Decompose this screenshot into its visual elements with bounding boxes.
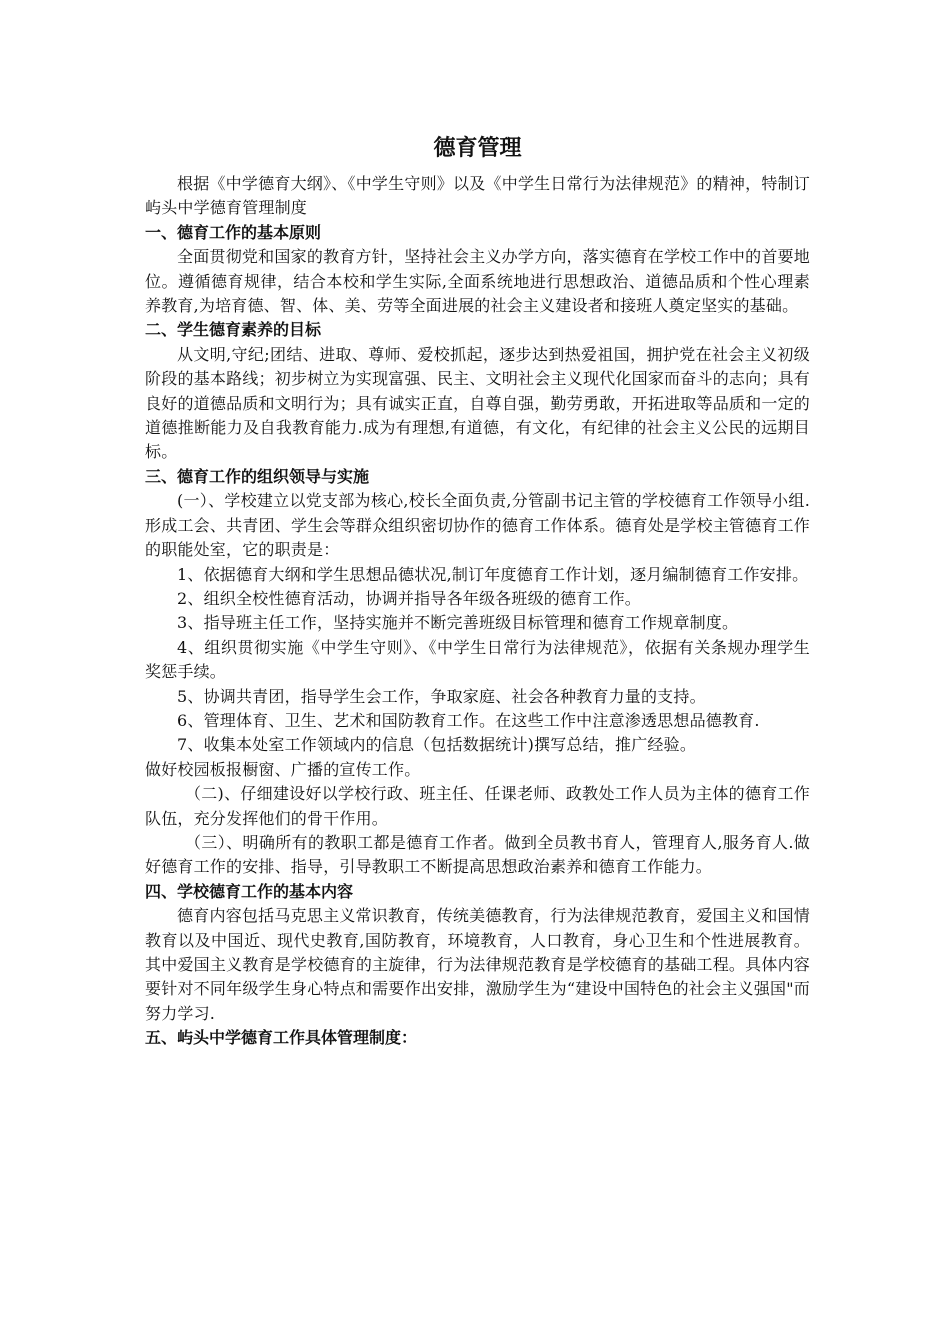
section-3-heading: 三、德育工作的组织领导与实施 (145, 466, 370, 486)
section-4-body: 德育内容包括马克思主义常识教育，传统美德教育，行为法律规范教育，爱国主义和国情教育以及中国近、现代史教育,国防教育，环境教育，人口教育，身心卫生和个性进展教育。其中爱国主义教育是学校德育的主旋律，行为法律规范教育是学校德育的基础工程。具体内容要针对不同年级学生身心特点和需要作出安排，激励学生为“建设中国特色的社会主义强国"而努力学习. (145, 906, 810, 1023)
duty-item-2: 2、组织全校性德育活动，协调并指导各年级各班级的德育工作。 (177, 588, 641, 608)
section-3-part-2: （二)、仔细建设好以学校行政、班主任、任课老师、政教处工作人员为主体的德育工作队伍，充分发挥他们的骨干作用。 (145, 784, 810, 828)
duty-item-5: 5、协调共青团，指导学生会工作，争取家庭、社会各种教育力量的支持。 (177, 686, 706, 706)
intro-paragraph: 根据《中学德育大纲》、《中学生守则》以及《中学生日常行为法律规范》的精神，特制订屿头中学德育管理制度 (145, 174, 810, 218)
duty-item-7-continuation: 做好校园板报橱窗、广播的宣传工作。 (145, 759, 421, 779)
section-2-heading: 二、学生德育素养的目标 (145, 320, 322, 340)
section-1-body: 全面贯彻党和国家的教育方针，坚持社会主义办学方向，落实德育在学校工作中的首要地位。遵循德育规律，结合本校和学生实际,全面系统地进行思想政治、道德品质和个性心理素养教育,为培育德、智、体、美、劳等全面进展的社会主义建设者和接班人奠定坚实的基础。 (145, 247, 810, 316)
document-page (145, 132, 810, 1051)
duty-item-6: 6、管理体育、卫生、艺术和国防教育工作。在这些工作中注意渗透思想品德教育. (177, 710, 760, 730)
duty-item-7: 7、收集本处室工作领域内的信息（包括数据统计)撰写总结，推广经验。 (177, 735, 697, 755)
duty-item-3: 3、指导班主任工作，坚持实施并不断完善班级目标管理和德育工作规章制度。 (177, 613, 739, 633)
section-3-part-3: （三）、明确所有的教职工都是德育工作者。做到全员教书育人，管理育人,服务育人.做好德育工作的安排、指导，引导教职工不断提高思想政治素养和德育工作能力。 (145, 832, 810, 877)
section-1-heading: 一、德育工作的基本原则 (145, 222, 322, 242)
section-3-part-1: (一）、学校建立以党支部为核心,校长全面负责,分管副书记主管的学校德育工作领导小组.形成工会、共青团、学生会等群众组织密切协作的德育工作体系。德育处是学校主管德育工作的职能处室，它的职责是： (145, 491, 810, 560)
section-2-body: 从文明,守纪;团结、进取、尊师、爱校抓起，逐步达到热爱祖国，拥护党在社会主义初级阶段的基本路线；初步树立为实现富强、民主、文明社会主义现代化国家而奋斗的志向；具有良好的道德品质和文明行为；具有诚实正直，自尊自强，勤劳勇敢，开拓进取等品质和一定的道德推断能力及自我教育能力.成为有理想,有道德，有文化，有纪律的社会主义公民的远期目标。 (145, 344, 810, 462)
duty-item-1: 1、依据德育大纲和学生思想品德状况,制订年度德育工作计划，逐月编制德育工作安排。 (177, 564, 809, 584)
document-title: 德育管理 (433, 136, 522, 161)
section-4-heading: 四、学校德育工作的基本内容 (145, 881, 354, 901)
duty-item-4: 4、组织贯彻实施《中学生守则》、《中学生日常行为法律规范》，依据有关条规办理学生奖惩手续。 (145, 637, 810, 682)
section-5-heading: 五、屿头中学德育工作具体管理制度： (145, 1028, 418, 1048)
